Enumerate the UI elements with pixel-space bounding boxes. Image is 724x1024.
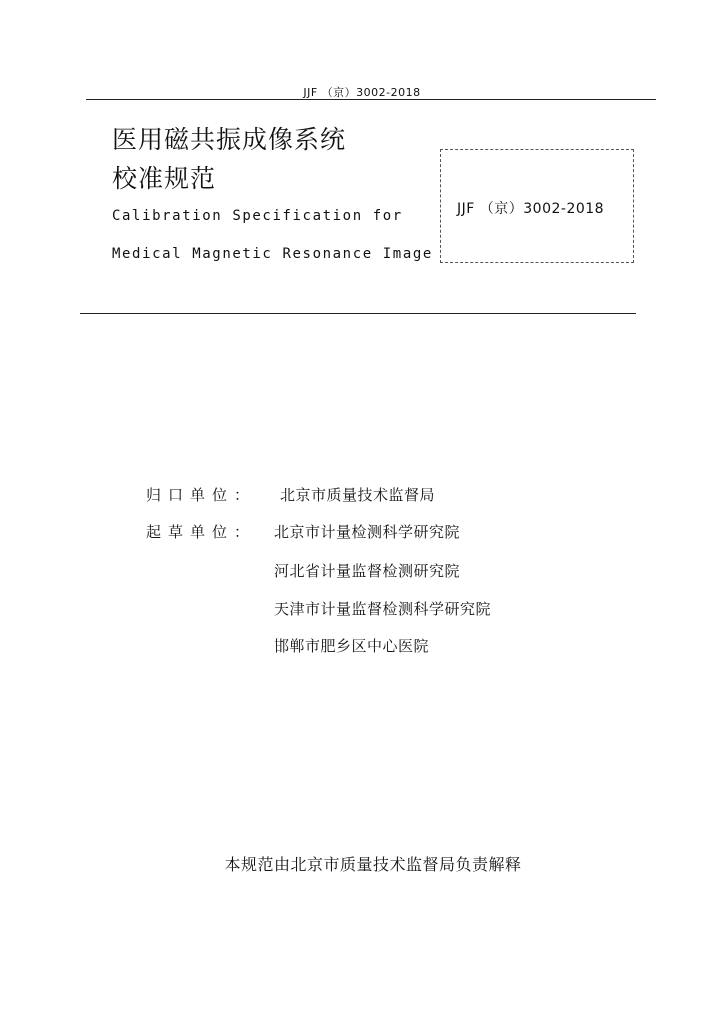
drafting-unit-2: 河北省计量监督检测研究院 (274, 562, 461, 580)
header-divider (86, 99, 656, 100)
title-divider (80, 313, 636, 314)
interpretation-note: 本规范由北京市质量技术监督局负责解释 (224, 855, 522, 874)
header-standard-code: JJF （京）3002-2018 (303, 86, 421, 99)
drafting-unit-3: 天津市计量监督检测科学研究院 (274, 600, 492, 618)
governing-unit-value: 北京市质量技术监督局 (280, 486, 436, 504)
standard-code-box-text: JJF （京）3002-2018 (457, 201, 605, 217)
standard-code-box (440, 149, 634, 263)
drafting-unit-4: 邯郸市肥乡区中心医院 (274, 637, 430, 655)
drafting-unit-label: 起草单位： (146, 523, 257, 541)
governing-unit-label: 归口单位： (146, 486, 257, 504)
title-chinese-line-1: 医用磁共振成像系统 (112, 125, 347, 154)
title-english-line-1: Calibration Specification for (112, 208, 403, 224)
title-english-line-2: Medical Magnetic Resonance Image (112, 246, 433, 262)
drafting-unit-1: 北京市计量检测科学研究院 (274, 523, 461, 541)
title-chinese-line-2: 校准规范 (112, 164, 217, 193)
